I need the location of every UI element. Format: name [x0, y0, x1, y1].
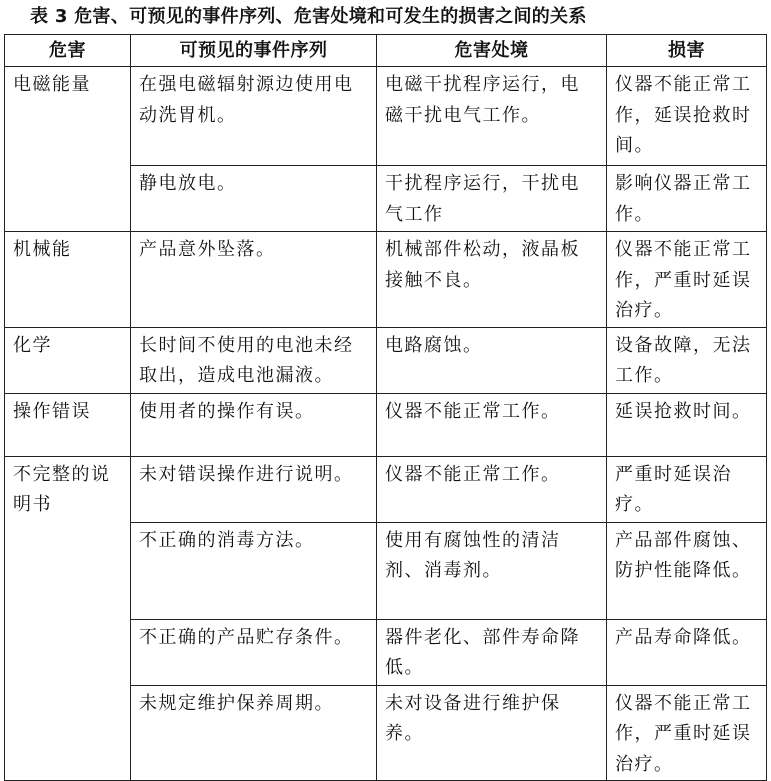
situation-cell: 电磁干扰程序运行，电磁干扰电气工作。	[377, 67, 607, 166]
hazard-cell: 操作错误	[5, 393, 131, 456]
hazard-cell: 不完整的说明书	[5, 456, 131, 781]
sequence-cell: 不正确的消毒方法。	[131, 522, 377, 619]
table-row	[5, 456, 767, 522]
table-row	[5, 232, 767, 328]
situation-cell: 器件老化、部件寿命降低。	[377, 619, 607, 685]
harm-cell: 产品寿命降低。	[607, 619, 767, 685]
hazard-table	[4, 34, 767, 781]
header-harm: 损害	[607, 35, 767, 67]
header-hazard: 危害	[5, 35, 131, 67]
sequence-cell: 在强电磁辐射源边使用电动洗胃机。	[131, 67, 377, 166]
situation-cell: 仪器不能正常工作。	[377, 456, 607, 522]
hazard-cell: 机械能	[5, 232, 131, 328]
situation-cell: 仪器不能正常工作。	[377, 393, 607, 456]
header-event-sequence: 可预见的事件序列	[131, 35, 377, 67]
header-hazardous-situation: 危害处境	[377, 35, 607, 67]
hazard-cell: 电磁能量	[5, 67, 131, 232]
header-row	[5, 35, 767, 67]
table-row	[5, 327, 767, 393]
sequence-cell: 静电放电。	[131, 166, 377, 232]
harm-cell: 影响仪器正常工作。	[607, 166, 767, 232]
situation-cell: 电路腐蚀。	[377, 327, 607, 393]
situation-cell: 未对设备进行维护保养。	[377, 685, 607, 781]
situation-cell: 干扰程序运行，干扰电气工作	[377, 166, 607, 232]
table-row	[5, 67, 767, 166]
situation-cell: 使用有腐蚀性的清洁剂、消毒剂。	[377, 522, 607, 619]
sequence-cell: 长时间不使用的电池未经取出，造成电池漏液。	[131, 327, 377, 393]
sequence-cell: 不正确的产品贮存条件。	[131, 619, 377, 685]
table-row	[5, 393, 767, 456]
table-caption: 表 3 危害、可预见的事件序列、危害处境和可发生的损害之间的关系	[30, 6, 587, 27]
harm-cell: 产品部件腐蚀、防护性能降低。	[607, 522, 767, 619]
sequence-cell: 未对错误操作进行说明。	[131, 456, 377, 522]
harm-cell: 仪器不能正常工作，延误抢救时间。	[607, 67, 767, 166]
sequence-cell: 产品意外坠落。	[131, 232, 377, 328]
sequence-cell: 使用者的操作有误。	[131, 393, 377, 456]
harm-cell: 仪器不能正常工作，严重时延误治疗。	[607, 685, 767, 781]
hazard-cell: 化学	[5, 327, 131, 393]
harm-cell: 严重时延误治疗。	[607, 456, 767, 522]
harm-cell: 延误抢救时间。	[607, 393, 767, 456]
sequence-cell: 未规定维护保养周期。	[131, 685, 377, 781]
harm-cell: 设备故障，无法工作。	[607, 327, 767, 393]
harm-cell: 仪器不能正常工作，严重时延误治疗。	[607, 232, 767, 328]
situation-cell: 机械部件松动，液晶板接触不良。	[377, 232, 607, 328]
